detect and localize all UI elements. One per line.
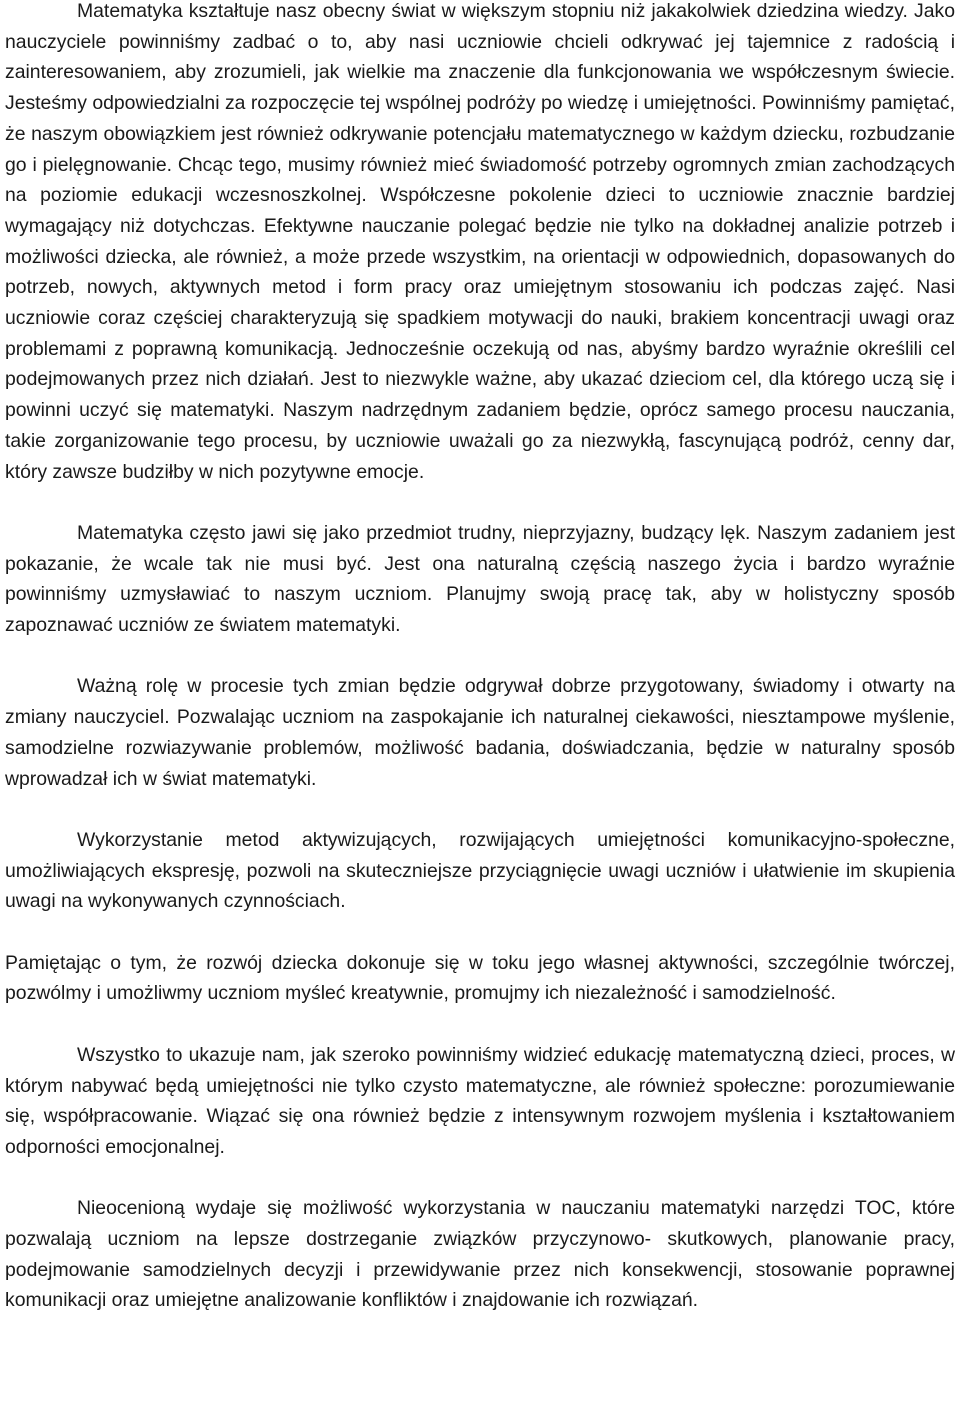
paragraph-2: Matematyka często jawi się jako przedmiot trudny, nieprzyjazny, budzący lęk. Naszym zadaniem jest pokazanie, że wcale tak nie musi być. Jest ona naturalną częścią naszego życia i bardzo wyraźnie powinniśmy uzmysławiać to naszym uczniom. Planujmy swoją pracę tak, aby w holistyczny sposób zapoznawać uczniów ze światem matematyki.	[5, 521, 955, 637]
paragraph-6: Wszystko to ukazuje nam, jak szeroko powinniśmy widzieć edukację matematyczną dzieci, proces, w którym nabywać będą umiejętności nie tylko czysto matematyczne, ale również społeczne: porozumiewanie się, współpracowanie. Wiązać się ona również będzie z intensywnym rozwojem myślenia i kształtowaniem odporności emocjonalnej.	[5, 1043, 955, 1158]
paragraph-5: Pamiętając o tym, że rozwój dziecka dokonuje się w toku jego własnej aktywności, szczególnie twórczej, pozwólmy i umożliwmy uczniom myśleć kreatywnie, promujmy ich niezależność i samodzielność.	[5, 951, 955, 1005]
paragraph-4: Wykorzystanie metod aktywizujących, rozwijających umiejętności komunikacyjno-społeczne, umożliwiających ekspresję, pozwoli na skuteczniejsze przyciągnięcie uwagi uczniów i ułatwienie im skupienia uwagi na wykonywanych czynnościach.	[5, 828, 955, 913]
paragraph-1: Matematyka kształtuje nasz obecny świat w większym stopniu niż jakakolwiek dziedzina wiedzy. Jako nauczyciele powinniśmy zadbać o to, aby nasi uczniowie chcieli odkrywać jej tajemnice z radością i zainteresowaniem, aby zrozumieli, jak wielkie ma znaczenie dla funkcjonowania we współczesnym świecie. Jesteśmy odpowiedzialni za rozpoczęcie tej wspólnej podróży po wiedzę i umiejętności. Powinniśmy pamiętać, że naszym obowiązkiem jest również odkrywanie potencjału matematycznego w każdym dziecku, rozbudzanie go i pielęgnowanie. Chcąc tego, musimy również mieć świadomość potrzeby ogromnych zmian zachodzących na poziomie edukacji wczesnoszkolnej. Współczesne pokolenie dzieci to uczniowie znacznie bardziej wymagający niż dotychczas. Efektywne nauczanie polegać będzie nie tylko na dokładnej analizie potrzeb i możliwości dziecka, ale również, a może przede wszystkim, na orientacji w odpowiednich, dopasowanych do potrzeb, nowych, aktywnych metod i form pracy oraz umiejętnym stosowaniu ich podczas zajęć. Nasi uczniowie coraz częściej charakteryzują się spadkiem motywacji do nauki, brakiem koncentracji uwagi oraz problemami z poprawną komunikacją. Jednocześnie oczekują od nas, abyśmy bardzo wyraźnie określili cel podejmowanych przez nich działań. Jest to niezwykle ważne, aby ukazać dzieciom cel, dla którego uczą się i powinni uczyć się matematyki. Naszym nadrzędnym zadaniem będzie, oprócz samego procesu nauczania, takie zorganizowanie tego procesu, by uczniowie uważali go za niezwykłą, fascynującą podróż, cenny dar, który zawsze budziłby w nich pozytywne emocje.	[5, 0, 955, 483]
paragraph-3: Ważną rolę w procesie tych zmian będzie odgrywał dobrze przygotowany, świadomy i otwarty na zmiany nauczyciel. Pozwalając uczniom na zaspokajanie ich naturalnej ciekawości, niesztampowe myślenie, samodzielne rozwiazywanie problemów, możliwość badania, doświadczania, będzie w naturalny sposób wprowadzał ich w świat matematyki.	[5, 675, 955, 790]
paragraph-7: Nieocenioną wydaje się możliwość wykorzystania w nauczaniu matematyki narzędzi TOC, które pozwalają uczniom na lepsze dostrzeganie związków przyczynowo- skutkowych, planowanie pracy, podejmowanie samodzielnych decyzji i przewidywanie przez nich konsekwencji, stosowanie poprawnej komunikacji oraz umiejętne analizowanie konfliktów i znajdowanie ich rozwiązań.	[5, 1197, 955, 1312]
document-page	[5, 0, 955, 1316]
